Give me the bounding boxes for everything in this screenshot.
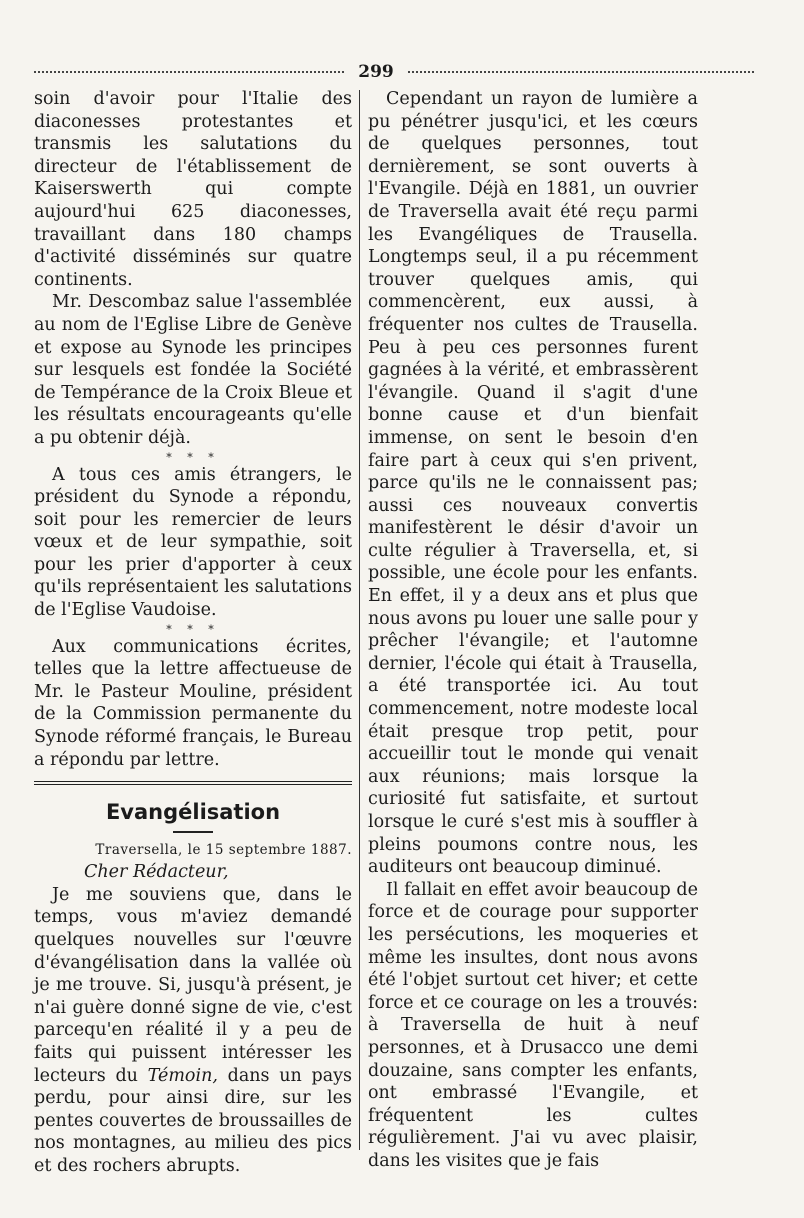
section-title: Evangélisation xyxy=(105,800,281,825)
right-column xyxy=(368,88,698,1173)
paragraph-president-response: A tous ces amis étrangers, le président du Synode a répondu, soit pour les remercier de leurs vœux et de leur sympathie, soit pour les prier d'apporter à ceux qu'ils représentaient les salutations de l'Eglise Vaudoise. xyxy=(34,464,352,621)
section-separator-stars: * * * xyxy=(166,622,220,636)
header-dotted-rule-left xyxy=(34,71,344,73)
paragraph-ray-of-light: Cependant un rayon de lumière a pu pénétrer jusqu'ici, et les cœurs de quelques personnes, tout dernièrement, se sont ouverts à l'Evangile. Déjà en 1881, un ouvrier de Traversella avait été reçu parmi les Evangéliques de Trausella. Longtemps seul, il a pu récemment trouver quelques amis, qui commencèrent, eux aussi, à fréquenter nos cultes de Trausella. Peu à peu ces personnes furent gagnées à la vérité, et embrassèrent l'évangile. Quand il s'agit d'une bonne cause et d'un bienfait immense, on sent le besoin d'en faire part à ceux qui s'en privent, parce qu'ils ne le connaissent pas; aussi ces nouveaux convertis manifestèrent le désir d'avoir un culte régulier à Traversella, et, si possible, une école pour les enfants. En effet, il y a deux ans et plus que nous avons pu louer une salle pour y prêcher l'évangile; et l'automne dernier, l'école qui était à Trausella, a été transportée ici. Au tout commencement, notre modeste local était presque trop petit, pour accueillir tout le monde qui venait aux réunions; mais lorsque la curiosité fut satisfaite, et surtout lorsque le curé s'est mis à souffler à pleins poumons contre nous, les auditeurs ont beaucoup diminué. xyxy=(368,89,698,878)
double-rule-divider xyxy=(34,781,352,785)
paragraph-force-and-courage: Il fallait en effet avoir beaucoup de force et de courage pour supporter les persécutions, les moqueries et même les insultes, dont nous avons été l'objet surtout cet hiver; et cette force et ce courage on les a trouvés: à Traversella de huit à neuf personnes, et à Drusacco une demi douzaine, sans compter les enfants, ont embrassé l'Evangile, et fréquentent les cultes régulièrement. J'ai vu avec plaisir, dans les visites que je fais xyxy=(368,879,698,1171)
paragraph-descombaz: Mr. Descombaz salue l'assemblée au nom de l'Eglise Libre de Genève et expose au Synode les principes sur lesquels est fondée la Société de Tempérance de la Croix Bleue et les résultats encourageants qu'elle a pu obtenir déjà. xyxy=(34,292,352,448)
left-column xyxy=(34,88,352,1178)
section-separator-stars: * * * xyxy=(166,450,220,464)
letter-salutation: Cher Rédacteur, xyxy=(84,862,229,883)
title-underline-dash xyxy=(173,831,213,833)
header-dotted-rule-right xyxy=(408,71,754,73)
journal-name: Témoin, xyxy=(147,1065,218,1086)
page-header xyxy=(30,62,770,82)
column-divider xyxy=(359,90,360,1150)
letter-opening-text-continued: dans un pays perdu, pour ainsi dire, sur les pentes couvertes de broussailles de nos montagnes, au milieu des pics et des rochers abrupts. xyxy=(34,1065,352,1176)
paragraph-written-communications: Aux communications écrites, telles que la lettre affectueuse de Mr. le Pasteur Mouline, président de la Commission permanente du Synode réformé français, le Bureau a répondu par lettre. xyxy=(34,636,352,770)
paragraph-deaconesses: soin d'avoir pour l'Italie des diaconesses protestantes et transmis les salutations du directeur de l'établissement de Kaiserswerth qui compte aujourd'hui 625 diaconesses, travaillant dans 180 champs d'activité disséminés sur quatre continents. xyxy=(34,89,352,290)
letter-opening-text: Je me souviens que, dans le temps, vous m'aviez demandé quelques nouvelles sur l'œuvre d'évangélisation dans la vallée où je me trouve. Si, jusqu'à présent, je n'ai guère donné signe de vie, c'est parcequ'en réalité il y a peu de faits qui puissent intéresser les lecteurs du xyxy=(34,884,352,1086)
page-number: 299 xyxy=(358,62,394,82)
paragraph-letter-opening xyxy=(34,884,352,1178)
letter-dateline: Traversella, le 15 septembre 1887. xyxy=(95,842,352,859)
